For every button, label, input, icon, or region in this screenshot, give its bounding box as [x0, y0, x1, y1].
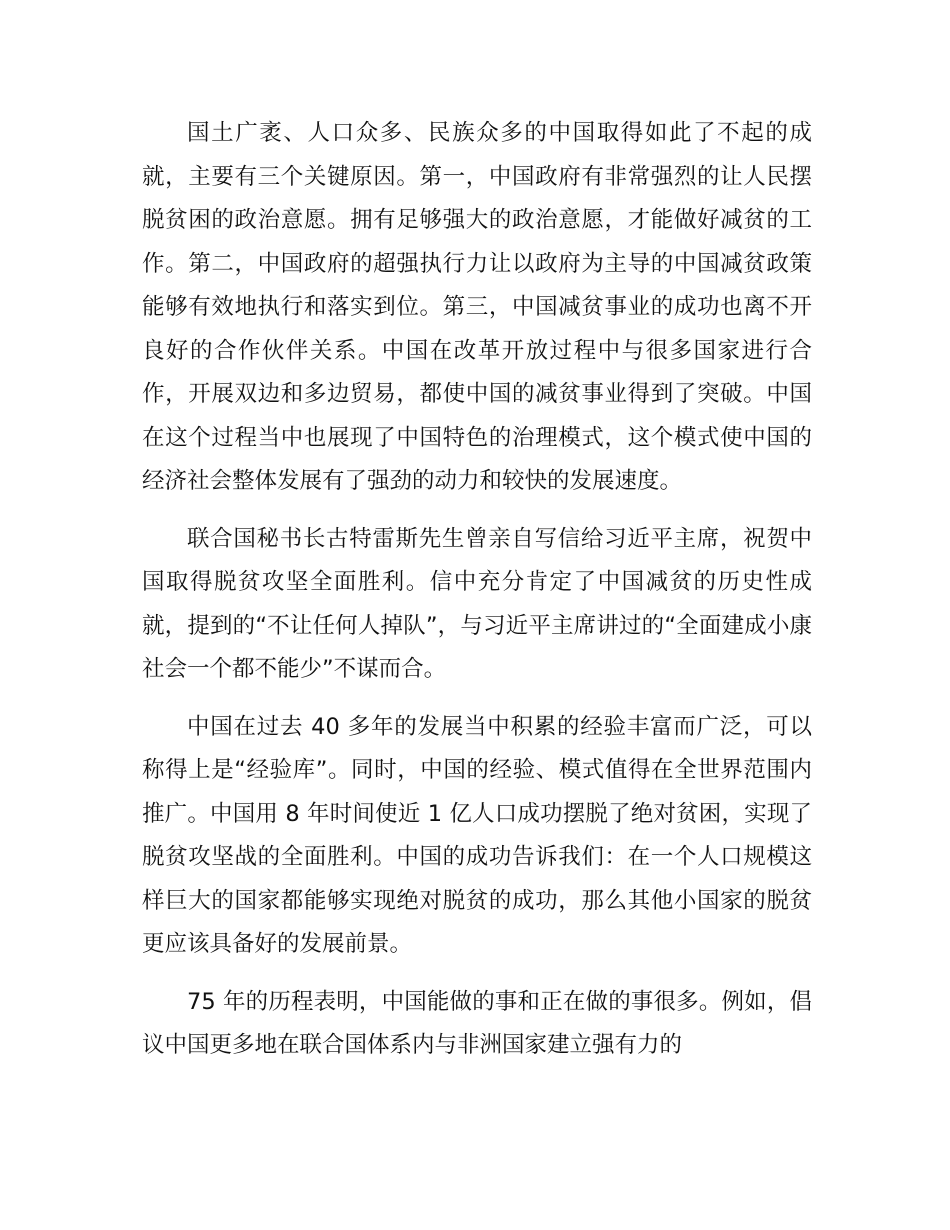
paragraph-un-letter: 联合国秘书长古特雷斯先生曾亲自写信给习近平主席，祝贺中国取得脱贫攻坚全面胜利。信中充分肯定了中国减贫的历史性成就，提到的“不让任何人掉队”，与习近平主席讲过的“全面建成小康社会一个都不能少”不谋而合。 [142, 525, 812, 682]
document-body [142, 112, 812, 1082]
paragraph-75-years: 75 年的历程表明，中国能做的事和正在做的事很多。例如，倡议中国更多地在联合国体系内与非洲国家建立强有力的 [142, 988, 812, 1058]
paragraph-experience: 中国在过去 40 多年的发展当中积累的经验丰富而广泛，可以称得上是“经验库”。同时，中国的经验、模式值得在全世界范围内推广。中国用 8 年时间使近 1 亿人口成功摆脱了绝对贫困，实现了脱贫攻坚战的全面胜利。中国的成功告诉我们：在一个人口规模这样巨大的国家都能够实现绝对脱贫的成功，那么其他小国家的脱贫更应该具备好的发展前景。 [142, 713, 812, 957]
paragraph-key-reasons: 国土广袤、人口众多、民族众多的中国取得如此了不起的成就，主要有三个关键原因。第一，中国政府有非常强烈的让人民摆脱贫困的政治意愿。拥有足够强大的政治意愿，才能做好减贫的工作。第二，中国政府的超强执行力让以政府为主导的中国减贫政策能够有效地执行和落实到位。第三，中国减贫事业的成功也离不开良好的合作伙伴关系。中国在改革开放过程中与很多国家进行合作，开展双边和多边贸易，都使中国的减贫事业得到了突破。中国在这个过程当中也展现了中国特色的治理模式，这个模式使中国的经济社会整体发展有了强劲的动力和较快的发展速度。 [142, 120, 812, 494]
